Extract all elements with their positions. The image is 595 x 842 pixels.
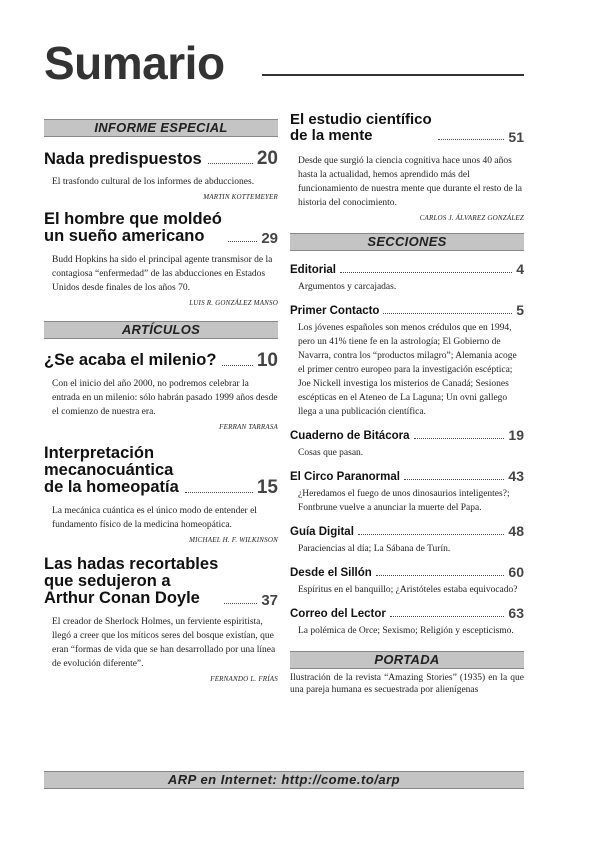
- section-title[interactable]: Editorial: [290, 263, 337, 276]
- leader-dots: [438, 139, 505, 140]
- article-title[interactable]: Nada predispuestos: [44, 149, 202, 168]
- section-bar-articulos: ARTÍCULOS: [44, 321, 278, 339]
- section-description: Cosas que pasan.: [298, 447, 364, 458]
- section-description: Espíritus en el banquillo; ¿Aristóteles estaba equivocado?: [298, 584, 518, 595]
- article-title[interactable]: Interpretación mecanocuántica de la homeopatía: [44, 443, 179, 497]
- section-title[interactable]: Correo del Lector: [290, 607, 386, 620]
- article-description: El trasfondo cultural de los informes de abducciones.: [52, 177, 255, 187]
- page-title: Sumario: [44, 37, 225, 89]
- section-description: ¿Heredamos el fuego de unos dinosaurios inteligentes?; Fontbrune vuelve a anunciar la muerte del Papa.: [298, 488, 510, 513]
- section-entry[interactable]: [290, 428, 524, 460]
- article-author: LUIS R. GONZÁLEZ MANSO: [189, 298, 278, 307]
- section-title[interactable]: Cuaderno de Bitácora: [290, 429, 410, 442]
- section-title-row[interactable]: [290, 303, 524, 317]
- section-title[interactable]: El Circo Paranormal: [290, 470, 400, 483]
- leader-dots: [383, 313, 512, 314]
- section-title[interactable]: Primer Contacto: [290, 304, 380, 317]
- page-number: 48: [508, 522, 524, 539]
- article-author: MICHAEL H. F. WILKINSON: [189, 535, 278, 544]
- article-title-row[interactable]: [44, 149, 278, 168]
- section-entry[interactable]: [290, 524, 524, 556]
- article-title[interactable]: El hombre que moldeó un sueño americano: [44, 210, 222, 246]
- leader-dots: [414, 438, 505, 439]
- page-number: 4: [516, 260, 524, 277]
- article-author: MARTIN KOTTEMEYER: [203, 193, 278, 201]
- leader-dots: [208, 163, 253, 164]
- article-author: FERNANDO L. FRÍAS: [210, 674, 278, 683]
- title-rule: [262, 74, 524, 76]
- footer-url-bar[interactable]: ARP en Internet: http://come.to/arp: [44, 771, 524, 789]
- leader-dots: [224, 603, 257, 604]
- article-title-row[interactable]: [44, 445, 278, 497]
- section-title-row[interactable]: [290, 262, 524, 276]
- article-title[interactable]: El estudio científico de la mente: [290, 111, 432, 144]
- leader-dots: [228, 241, 257, 242]
- article-description: La mecánica cuántica es el único modo de entender el fundamento físico de la medicina homeopática.: [52, 505, 257, 530]
- page-number: 15: [256, 476, 278, 498]
- section-entry[interactable]: [290, 303, 524, 419]
- section-title-row[interactable]: [290, 524, 524, 538]
- section-description: La polémica de Orce; Sexismo; Religión y escepticismo.: [298, 625, 514, 636]
- article-title-row[interactable]: [290, 112, 524, 144]
- article-title-row[interactable]: [44, 556, 278, 608]
- page-number: 43: [508, 467, 524, 484]
- page-number: 51: [508, 128, 524, 145]
- page-number: 29: [261, 229, 278, 247]
- article-description: Desde que surgió la ciencia cognitiva hace unos 40 años hasta la actualidad, hemos aprendido más del funcionamiento de nuestra mente que durante el resto de la historia del conocimiento.: [298, 155, 522, 208]
- section-bar-portada: PORTADA: [290, 651, 524, 669]
- page-number: 19: [508, 426, 524, 443]
- page-number: 60: [508, 563, 524, 580]
- article-description: El creador de Sherlock Holmes, un ferviente espiritista, llegó a creer que los míticos seres del bosque existían, que eran “formas de vida que se han desarrollado por una línea de evolución diferente”.: [52, 616, 276, 669]
- article-title[interactable]: ¿Se acaba el milenio?: [44, 351, 217, 370]
- section-title-row[interactable]: [290, 469, 524, 483]
- leader-dots: [340, 272, 512, 273]
- section-entry[interactable]: [290, 262, 524, 294]
- section-bar-secciones: SECCIONES: [290, 233, 524, 251]
- article-author: FERRAN TARRASA: [219, 422, 278, 431]
- page-number: 10: [256, 349, 278, 371]
- article-entry[interactable]: [44, 556, 278, 683]
- page-number: 63: [508, 604, 524, 621]
- cover-description: Ilustración de la revista “Amazing Stories” (1935) en la que una pareja humana es secuestrada por alienígenas: [290, 672, 524, 695]
- section-title[interactable]: Guía Digital: [290, 525, 354, 538]
- article-title-row[interactable]: [44, 211, 278, 246]
- leader-dots: [358, 534, 505, 535]
- section-title-row[interactable]: [290, 428, 524, 442]
- article-description: Con el inicio del año 2000, no podremos celebrar la entrada en un milenio: sólo habrán pasado 1999 años desde el comienzo de nuestra era.: [52, 378, 278, 417]
- article-entry[interactable]: [44, 211, 278, 307]
- section-entry[interactable]: [290, 469, 524, 515]
- section-entry[interactable]: [290, 565, 524, 597]
- article-author: CARLOS J. ÁLVAREZ GONZÁLEZ: [419, 213, 524, 222]
- article-entry[interactable]: [44, 351, 278, 431]
- section-description: Paraciencias al día; La Sábana de Turín.: [298, 543, 451, 554]
- page-number: 20: [256, 148, 278, 169]
- feature-article[interactable]: [290, 112, 524, 222]
- leader-dots: [390, 616, 505, 617]
- article-entry[interactable]: [44, 149, 278, 201]
- article-title[interactable]: Las hadas recortables que sedujeron a Arthur Conan Doyle: [44, 554, 219, 608]
- page-number: 5: [516, 301, 524, 318]
- leader-dots: [404, 479, 504, 480]
- leader-dots: [185, 492, 253, 493]
- section-description: Los jóvenes españoles son menos crédulos que en 1994, pero un 41% tiene fe en la astrología; El Gobierno de Navarra, contra los “productos milagro”; Alemania acoge el primer centro europeo para la investigación escéptica; Joe Nickell investiga los misterios de Canadá; Sesiones escépticas en el Ateneo de La Laguna; Un ovni gallego llega a una publicación científica.: [298, 322, 517, 417]
- article-description: Budd Hopkins ha sido el principal agente transmisor de la contagiosa “enfermedad” de las abducciones en Estados Unidos desde finales de los años 70.: [52, 254, 273, 293]
- section-entry[interactable]: [290, 606, 524, 638]
- article-title-row[interactable]: [44, 351, 278, 370]
- left-column: [44, 119, 278, 683]
- section-title-row[interactable]: [290, 606, 524, 620]
- right-column: [290, 112, 524, 696]
- article-entry[interactable]: [44, 445, 278, 544]
- leader-dots: [222, 365, 252, 366]
- section-bar-informe-especial: INFORME ESPECIAL: [44, 119, 278, 137]
- section-description: Argumentos y carcajadas.: [298, 281, 397, 292]
- section-title[interactable]: Desde el Sillón: [290, 566, 372, 579]
- page-number: 37: [261, 591, 278, 609]
- leader-dots: [376, 575, 505, 576]
- section-title-row[interactable]: [290, 565, 524, 579]
